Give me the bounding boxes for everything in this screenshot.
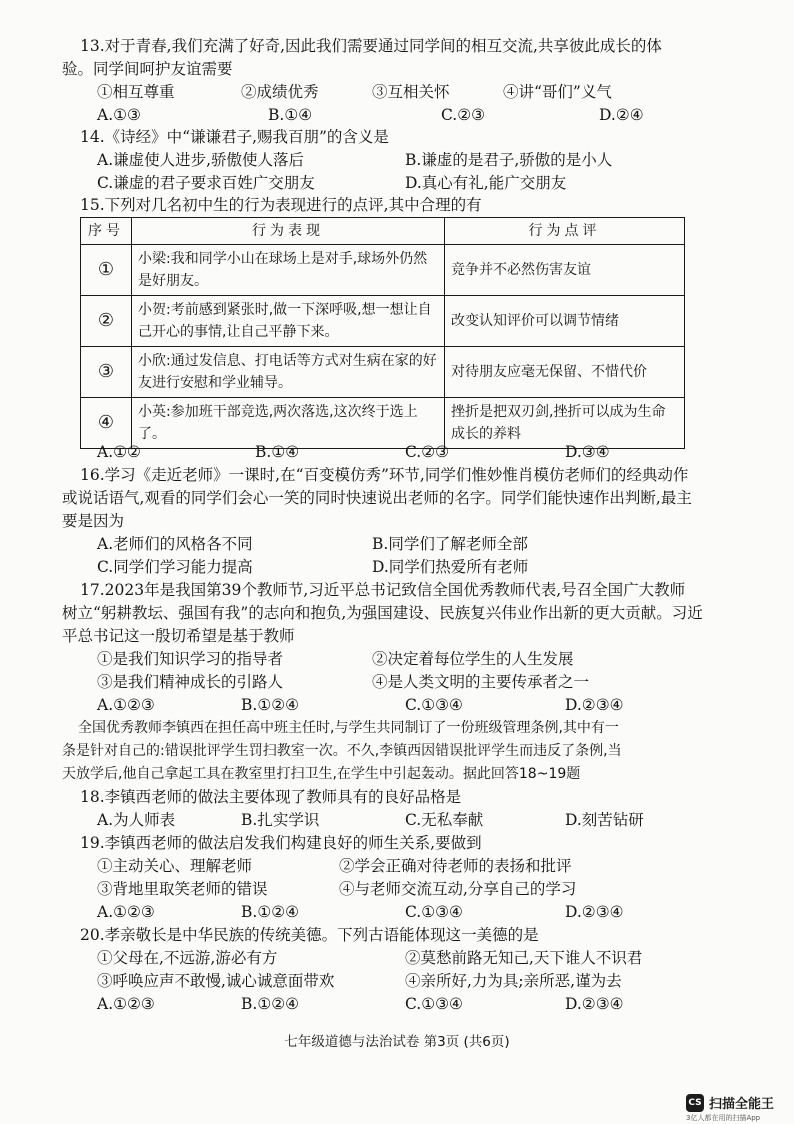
q18-option-b: B.扎实学识	[241, 811, 320, 829]
q15-row1-num: ①	[81, 245, 132, 296]
q15-header-behavior: 行为表现	[132, 218, 445, 245]
q19-stem: 19.李镇西老师的做法启发我们构建良好的师生关系,要做到	[80, 834, 482, 852]
q16-option-a: A.老师们的风格各不同	[97, 535, 253, 553]
q14-option-c: C.谦虚的君子要求百姓广交朋友	[97, 174, 315, 192]
table-row	[81, 296, 685, 347]
table-row	[81, 245, 685, 296]
q13-stem-line1: 13.对于青春,我们充满了好奇,因此我们需要通过同学间的相互交流,共享彼此成长的体	[80, 37, 662, 55]
q15-row2-comment: 改变认知评价可以调节情绪	[445, 296, 685, 347]
q15-header-num: 序号	[81, 218, 132, 245]
q17-stem-line2: 树立“躬耕教坛、强国有我”的志向和抱负,为强国建设、民族复兴伟业作出新的更大贡献。习近	[62, 604, 703, 622]
q19-option-d: D.②③④	[565, 903, 624, 921]
q19-option-c: C.①③④	[405, 903, 463, 921]
material-line3: 天放学后,他自己拿起工具在教室里打扫卫生,在学生中引起轰动。据此回答18~19题	[62, 766, 581, 782]
q15-row3-num: ③	[81, 347, 132, 398]
q19-item-4: ④与老师交流互动,分享自己的学习	[339, 880, 577, 898]
q17-option-c: C.①③④	[405, 696, 463, 714]
q15-header-comment: 行为点评	[445, 218, 685, 245]
q19-item-2: ②学会正确对待老师的表扬和批评	[339, 857, 572, 875]
q15-row3-comment: 对待朋友应毫无保留、不惜代价	[445, 347, 685, 398]
q16-stem-line2: 或说话语气,观看的同学们会心一笑的同时快速说出老师的名字。同学们能快速作出判断,最主	[62, 489, 692, 507]
q15-row3-behavior: 小欣:通过发信息、打电话等方式对生病在家的好友进行安慰和学业辅导。	[132, 347, 445, 398]
q13-option-c: C.②③	[441, 106, 486, 124]
q14-option-b: B.谦虚的是君子,骄傲的是小人	[405, 151, 613, 169]
watermark-subtitle: 3亿人都在用的扫描App	[686, 1114, 761, 1122]
q17-option-b: B.①②④	[241, 696, 300, 714]
q17-item-2: ②决定着每位学生的人生发展	[372, 650, 574, 668]
q17-item-4: ④是人类文明的主要传承者之一	[372, 673, 590, 691]
q13-item-2: ②成绩优秀	[241, 83, 319, 101]
q15-option-c: C.②③	[405, 443, 450, 461]
q20-option-a: A.①②③	[97, 995, 155, 1013]
q17-option-a: A.①②③	[97, 696, 155, 714]
q15-row4-comment: 挫折是把双刃剑,挫折可以成为生命成长的养料	[445, 398, 685, 449]
q15-row1-behavior: 小梁:我和同学小山在球场上是对手,球场外仍然是好朋友。	[132, 245, 445, 296]
q18-option-c: C.无私奉献	[405, 811, 484, 829]
q15-row2-num: ②	[81, 296, 132, 347]
q13-stem-line2: 验。同学间呵护友谊需要	[62, 60, 233, 78]
q19-option-a: A.①②③	[97, 903, 155, 921]
material-line1: 全国优秀教师李镇西在担任高中班主任时,与学生共同制订了一份班级管理条例,其中有一	[78, 720, 619, 736]
q13-item-3: ③互相关怀	[372, 83, 450, 101]
q13-option-b: B.①④	[268, 106, 313, 124]
q15-row4-behavior: 小英:参加班干部竞选,两次落选,这次终于选上了。	[132, 398, 445, 449]
q19-option-b: B.①②④	[241, 903, 300, 921]
q15-row2-behavior: 小贺:考前感到紧张时,做一下深呼吸,想一想让自己开心的事情,让自己平静下来。	[132, 296, 445, 347]
q13-option-a: A.①③	[97, 106, 141, 124]
q15-stem: 15.下列对几名初中生的行为表现进行的点评,其中合理的有	[80, 196, 482, 214]
q20-option-c: C.①③④	[405, 995, 463, 1013]
q17-stem-line3: 平总书记这一殷切希望是基于教师	[62, 627, 295, 645]
q19-item-1: ①主动关心、理解老师	[97, 857, 253, 875]
q20-item-4: ④亲所好,力为具;亲所恶,谨为去	[405, 972, 622, 990]
q18-stem: 18.李镇西老师的做法主要体现了教师具有的良好品格是	[80, 788, 462, 806]
q16-option-b: B.同学们了解老师全部	[372, 535, 528, 553]
q16-option-d: D.同学们热爱所有老师	[372, 558, 529, 576]
q20-option-b: B.①②④	[241, 995, 300, 1013]
q15-row1-comment: 竞争并不必然伤害友谊	[445, 245, 685, 296]
q20-option-d: D.②③④	[565, 995, 624, 1013]
q16-option-c: C.同学们学习能力提高	[97, 558, 253, 576]
q13-option-d: D.②④	[599, 106, 644, 124]
q20-item-2: ②莫愁前路无知己,天下谁人不识君	[405, 949, 643, 967]
q17-option-d: D.②③④	[565, 696, 624, 714]
q14-option-d: D.真心有礼,能广交朋友	[405, 174, 567, 192]
q20-stem: 20.孝亲敬长是中华民族的传统美德。下列古语能体现这一美德的是	[80, 926, 539, 944]
q20-item-1: ①父母在,不远游,游必有方	[97, 949, 278, 967]
q18-option-a: A.为人师表	[97, 811, 176, 829]
q20-item-3: ③呼唤应声不敢慢,诚心诚意面带欢	[97, 972, 335, 990]
q17-stem-line1: 17.2023年是我国第39个教师节,习近平总书记致信全国优秀教师代表,号召全国广大教师	[80, 581, 686, 599]
q13-item-1: ①相互尊重	[97, 83, 175, 101]
q14-stem: 14.《诗经》中“谦谦君子,赐我百朋”的含义是	[80, 128, 389, 146]
q19-item-3: ③背地里取笑老师的错误	[97, 880, 268, 898]
table-row	[81, 347, 685, 398]
scanner-watermark	[686, 1093, 774, 1112]
material-line2: 条是针对自己的:错误批评学生罚扫教室一次。不久,李镇西因错误批评学生而违反了条例,当	[62, 743, 622, 759]
q15-table-header	[81, 218, 685, 245]
q18-option-d: D.刻苦钻研	[565, 811, 644, 829]
camscanner-logo-icon: CS	[686, 1094, 704, 1112]
q17-item-3: ③是我们精神成长的引路人	[97, 673, 284, 691]
q14-option-a: A.谦虚使人进步,骄傲使人落后	[97, 151, 305, 169]
q13-item-4: ④讲“哥们”义气	[503, 83, 612, 101]
page-footer: 七年级道德与法治试卷 第3页 (共6页)	[284, 1034, 510, 1050]
q16-stem-line1: 16.学习《走近老师》一课时,在“百变模仿秀”环节,同学们惟妙惟肖模仿老师们的经典动作	[80, 466, 689, 484]
q15-table	[80, 217, 685, 449]
q15-row4-num: ④	[81, 398, 132, 449]
q15-option-d: D.③④	[565, 443, 610, 461]
q16-stem-line3: 要是因为	[62, 512, 125, 530]
q15-option-b: B.①④	[255, 443, 300, 461]
q15-option-a: A.①②	[97, 443, 141, 461]
q17-item-1: ①是我们知识学习的指导者	[97, 650, 284, 668]
watermark-name: 扫描全能王	[709, 1097, 775, 1112]
